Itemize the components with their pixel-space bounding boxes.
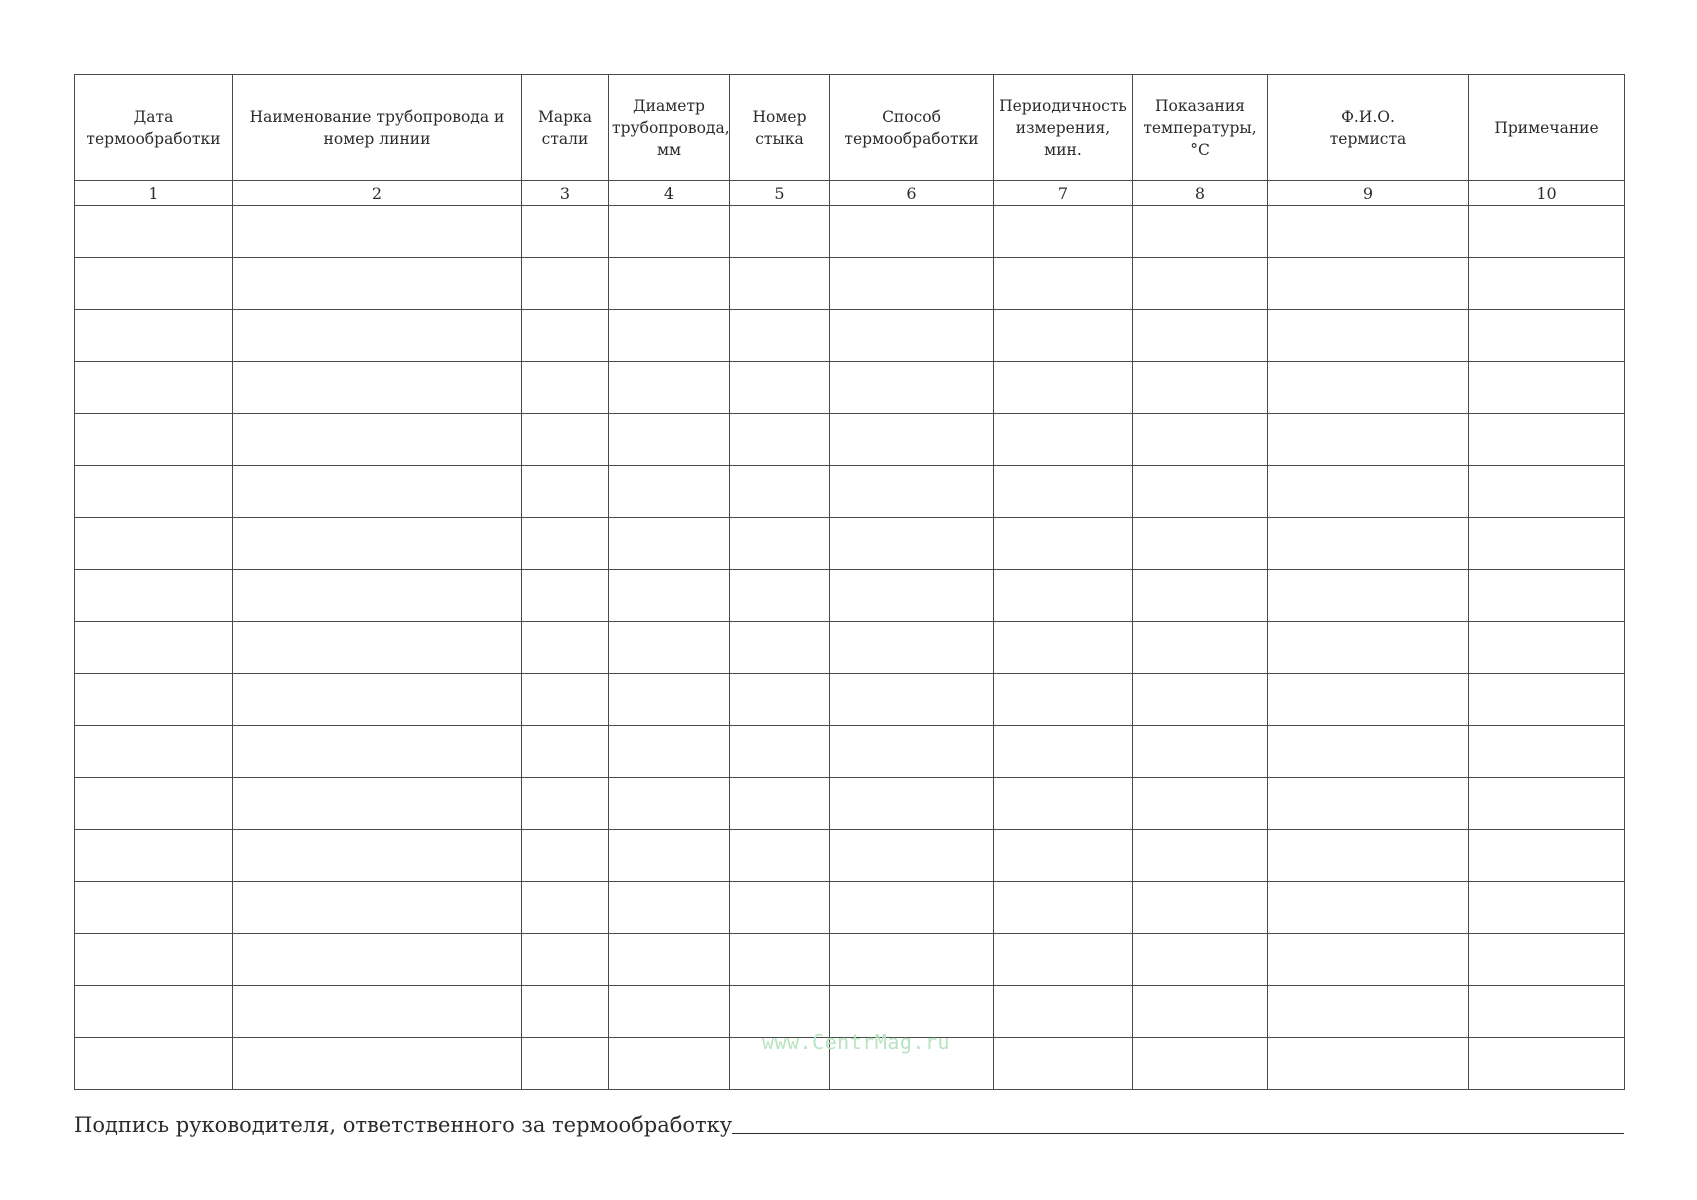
- table-cell[interactable]: [730, 310, 830, 362]
- table-cell[interactable]: [730, 778, 830, 830]
- table-cell[interactable]: [609, 414, 730, 466]
- table-cell[interactable]: [830, 726, 994, 778]
- table-cell[interactable]: [830, 778, 994, 830]
- table-cell[interactable]: [233, 778, 522, 830]
- table-cell[interactable]: [830, 570, 994, 622]
- table-row: [75, 414, 1625, 466]
- table-cell[interactable]: [233, 726, 522, 778]
- table-cell[interactable]: [994, 466, 1133, 518]
- table-cell[interactable]: [994, 934, 1133, 986]
- table-cell[interactable]: [75, 414, 233, 466]
- table-row: [75, 518, 1625, 570]
- column-number: 1: [75, 181, 233, 206]
- table-cell[interactable]: [994, 206, 1133, 258]
- table-row: [75, 310, 1625, 362]
- header-label: Примечание: [1494, 118, 1599, 137]
- table-cell[interactable]: [1469, 206, 1625, 258]
- table-cell[interactable]: [233, 466, 522, 518]
- table-cell[interactable]: [609, 518, 730, 570]
- table-cell[interactable]: [75, 622, 233, 674]
- table-cell[interactable]: [233, 674, 522, 726]
- table-cell[interactable]: [994, 518, 1133, 570]
- table-cell[interactable]: [75, 206, 233, 258]
- table-cell[interactable]: [233, 518, 522, 570]
- header-cell-temperature: [1133, 75, 1268, 181]
- table-cell[interactable]: [830, 310, 994, 362]
- table-cell[interactable]: [1268, 206, 1469, 258]
- table-cell[interactable]: [830, 362, 994, 414]
- header-cell-date: [75, 75, 233, 181]
- table-cell[interactable]: [522, 570, 609, 622]
- table-cell[interactable]: [1469, 570, 1625, 622]
- table-cell[interactable]: [1469, 622, 1625, 674]
- table-row: [75, 258, 1625, 310]
- table-cell[interactable]: [1133, 934, 1268, 986]
- table-cell[interactable]: [75, 362, 233, 414]
- table-cell[interactable]: [1268, 414, 1469, 466]
- table-cell[interactable]: [75, 518, 233, 570]
- table-cell[interactable]: [609, 466, 730, 518]
- table-cell[interactable]: [1268, 934, 1469, 986]
- table-cell[interactable]: [233, 258, 522, 310]
- signature-label: Подпись руководителя, ответственного за термообработку: [74, 1113, 733, 1137]
- table-cell[interactable]: [1133, 414, 1268, 466]
- column-number-row: [75, 181, 1625, 206]
- table-cell[interactable]: [994, 778, 1133, 830]
- header-cell-periodicity: [994, 75, 1133, 181]
- table-cell[interactable]: [233, 934, 522, 986]
- table-cell[interactable]: [75, 310, 233, 362]
- table-cell[interactable]: [1268, 674, 1469, 726]
- table-cell[interactable]: [609, 310, 730, 362]
- header-label: Номер стыка: [752, 107, 807, 148]
- header-label: Дата термообработки: [86, 107, 221, 148]
- table-cell[interactable]: [1133, 518, 1268, 570]
- table-cell[interactable]: [830, 206, 994, 258]
- table-row: [75, 570, 1625, 622]
- table-cell[interactable]: [830, 622, 994, 674]
- table-cell[interactable]: [1268, 882, 1469, 934]
- table-cell[interactable]: [830, 518, 994, 570]
- table-row: [75, 882, 1625, 934]
- column-number: 5: [730, 181, 830, 206]
- table-cell[interactable]: [522, 518, 609, 570]
- header-label: Способ термообработки: [844, 107, 979, 148]
- column-number: 6: [830, 181, 994, 206]
- table-cell[interactable]: [730, 726, 830, 778]
- table-cell[interactable]: [609, 830, 730, 882]
- table-cell[interactable]: [609, 258, 730, 310]
- table-cell[interactable]: [730, 674, 830, 726]
- table-cell[interactable]: [1133, 362, 1268, 414]
- table-cell[interactable]: [1469, 362, 1625, 414]
- table-cell[interactable]: [1469, 466, 1625, 518]
- table-cell[interactable]: [609, 570, 730, 622]
- column-number: 8: [1133, 181, 1268, 206]
- table-cell[interactable]: [1268, 726, 1469, 778]
- table-cell[interactable]: [1133, 622, 1268, 674]
- table-cell[interactable]: [75, 778, 233, 830]
- table-cell[interactable]: [994, 674, 1133, 726]
- table-cell[interactable]: [994, 570, 1133, 622]
- table-cell[interactable]: [994, 310, 1133, 362]
- table-cell[interactable]: [233, 830, 522, 882]
- table-cell[interactable]: [830, 674, 994, 726]
- table-cell[interactable]: [1469, 674, 1625, 726]
- signature-line[interactable]: [732, 1132, 1624, 1134]
- table-row: [75, 206, 1625, 258]
- table-cell[interactable]: [233, 310, 522, 362]
- header-cell-note: [1469, 75, 1625, 181]
- table-cell[interactable]: [522, 674, 609, 726]
- table-cell[interactable]: [609, 622, 730, 674]
- table-cell[interactable]: [522, 206, 609, 258]
- signature-block: [74, 1112, 1624, 1138]
- table-cell[interactable]: [522, 258, 609, 310]
- header-row: [75, 75, 1625, 181]
- table-cell[interactable]: [730, 830, 830, 882]
- column-number: 4: [609, 181, 730, 206]
- table-cell[interactable]: [522, 466, 609, 518]
- table-cell[interactable]: [1133, 674, 1268, 726]
- header-cell-joint-number: [730, 75, 830, 181]
- table-row: [75, 778, 1625, 830]
- table-cell[interactable]: [1133, 882, 1268, 934]
- column-number: 9: [1268, 181, 1469, 206]
- table-cell[interactable]: [1133, 310, 1268, 362]
- table-cell[interactable]: [1469, 258, 1625, 310]
- table-cell[interactable]: [730, 934, 830, 986]
- table-cell[interactable]: [730, 622, 830, 674]
- table-cell[interactable]: [1469, 726, 1625, 778]
- table-cell[interactable]: [830, 258, 994, 310]
- table-cell[interactable]: [730, 518, 830, 570]
- table-cell[interactable]: [730, 882, 830, 934]
- table-cell[interactable]: [1469, 882, 1625, 934]
- table-cell[interactable]: [522, 830, 609, 882]
- table-cell[interactable]: [1469, 518, 1625, 570]
- table-cell[interactable]: [730, 206, 830, 258]
- table-cell[interactable]: [522, 414, 609, 466]
- table-cell[interactable]: [233, 362, 522, 414]
- table-cell[interactable]: [609, 206, 730, 258]
- table-cell[interactable]: [522, 362, 609, 414]
- table-cell[interactable]: [830, 414, 994, 466]
- header-label: Показания температуры, °С: [1143, 96, 1257, 159]
- table-cell[interactable]: [1268, 830, 1469, 882]
- table-cell[interactable]: [75, 466, 233, 518]
- table-cell[interactable]: [75, 934, 233, 986]
- table-cell[interactable]: [522, 726, 609, 778]
- table-cell[interactable]: [609, 934, 730, 986]
- table-row: [75, 466, 1625, 518]
- table-cell[interactable]: [994, 830, 1133, 882]
- header-cell-steel-grade: [522, 75, 609, 181]
- table-cell[interactable]: [1469, 310, 1625, 362]
- column-number: 2: [233, 181, 522, 206]
- table-cell[interactable]: [1268, 258, 1469, 310]
- table-cell[interactable]: [609, 726, 730, 778]
- table-cell[interactable]: [1469, 778, 1625, 830]
- header-cell-operator-name: [1268, 75, 1469, 181]
- table-cell[interactable]: [233, 414, 522, 466]
- table-cell[interactable]: [75, 258, 233, 310]
- header-label: Диаметр трубопровода, мм: [612, 96, 730, 159]
- header-label: Периодичность измерения, мин.: [999, 96, 1127, 159]
- table-row: [75, 622, 1625, 674]
- table-cell[interactable]: [75, 882, 233, 934]
- table-cell[interactable]: [233, 882, 522, 934]
- table-cell[interactable]: [522, 934, 609, 986]
- table-cell[interactable]: [1268, 362, 1469, 414]
- table-cell[interactable]: [1268, 466, 1469, 518]
- table-cell[interactable]: [1133, 206, 1268, 258]
- column-number: 10: [1469, 181, 1625, 206]
- watermark: www.CentrMag.ru: [761, 1030, 951, 1054]
- column-number: 7: [994, 181, 1133, 206]
- heat-treatment-journal-table: [74, 74, 1625, 1090]
- table-row: [75, 674, 1625, 726]
- column-number: 3: [522, 181, 609, 206]
- table-cell[interactable]: [233, 622, 522, 674]
- table-cell[interactable]: [830, 934, 994, 986]
- table-cell[interactable]: [1133, 830, 1268, 882]
- header-label: Ф.И.О. термиста: [1329, 107, 1407, 148]
- table-cell[interactable]: [233, 206, 522, 258]
- table-cell[interactable]: [730, 414, 830, 466]
- header-cell-diameter: [609, 75, 730, 181]
- table-cell[interactable]: [75, 830, 233, 882]
- table-cell[interactable]: [522, 882, 609, 934]
- table-cell[interactable]: [75, 674, 233, 726]
- table-body: [75, 206, 1625, 1090]
- table-cell[interactable]: [1133, 466, 1268, 518]
- table-cell[interactable]: [1268, 778, 1469, 830]
- table-cell[interactable]: [1469, 830, 1625, 882]
- table-cell[interactable]: [1469, 934, 1625, 986]
- table-cell[interactable]: [730, 570, 830, 622]
- table-row: [75, 362, 1625, 414]
- table-cell[interactable]: [994, 414, 1133, 466]
- table-cell[interactable]: [609, 882, 730, 934]
- table-cell[interactable]: [75, 570, 233, 622]
- table-cell[interactable]: [994, 726, 1133, 778]
- table-cell[interactable]: [1133, 778, 1268, 830]
- table-cell[interactable]: [994, 882, 1133, 934]
- header-label: Наименование трубопровода и номер линии: [249, 107, 505, 148]
- table-cell[interactable]: [1469, 414, 1625, 466]
- table-cell[interactable]: [609, 674, 730, 726]
- table-cell[interactable]: [1268, 518, 1469, 570]
- table-cell[interactable]: [730, 362, 830, 414]
- header-cell-method: [830, 75, 994, 181]
- table-cell[interactable]: [730, 258, 830, 310]
- table-cell[interactable]: [830, 466, 994, 518]
- table-cell[interactable]: [522, 622, 609, 674]
- table-row: [75, 830, 1625, 882]
- table-cell[interactable]: [1268, 310, 1469, 362]
- table-cell[interactable]: [994, 622, 1133, 674]
- table-cell[interactable]: [75, 726, 233, 778]
- table-cell[interactable]: [830, 830, 994, 882]
- table-row: [75, 934, 1625, 986]
- table-cell[interactable]: [1133, 570, 1268, 622]
- table-cell[interactable]: [830, 882, 994, 934]
- table-cell[interactable]: [233, 570, 522, 622]
- header-cell-pipeline-name: [233, 75, 522, 181]
- table-cell[interactable]: [994, 258, 1133, 310]
- table-cell[interactable]: [1268, 570, 1469, 622]
- table-row: [75, 726, 1625, 778]
- table-cell[interactable]: [994, 362, 1133, 414]
- table-cell[interactable]: [609, 778, 730, 830]
- table-cell[interactable]: [1268, 622, 1469, 674]
- table-cell[interactable]: [1133, 726, 1268, 778]
- table-cell[interactable]: [730, 466, 830, 518]
- table-cell[interactable]: [609, 362, 730, 414]
- table-cell[interactable]: [1133, 258, 1268, 310]
- header-label: Марка стали: [538, 107, 592, 148]
- table-cell[interactable]: [522, 778, 609, 830]
- table-cell[interactable]: [522, 310, 609, 362]
